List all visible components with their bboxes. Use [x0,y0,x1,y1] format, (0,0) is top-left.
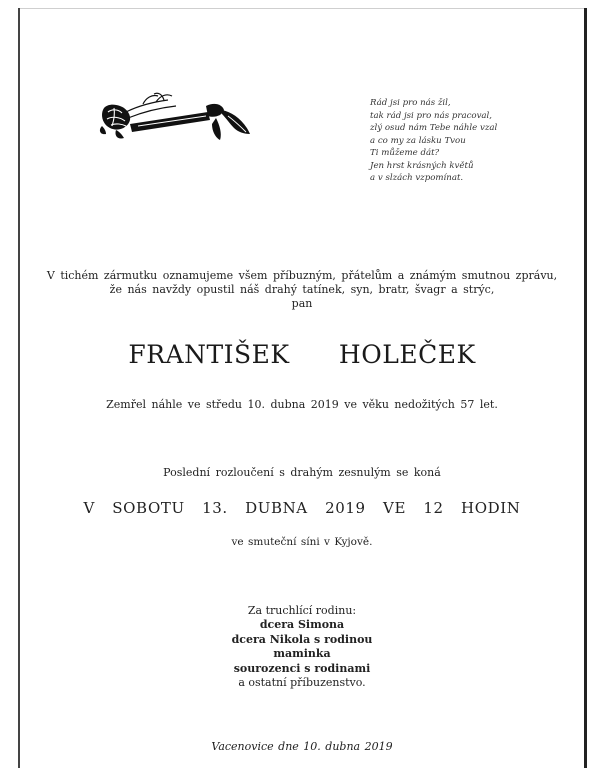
mourner-name: sourozenci s rodinami [233,661,371,675]
farewell-place: ve smuteční síni v Kyjově. [231,536,373,548]
mourners-closing: a ostatní příbuzenstvo. [238,676,366,690]
poem-line: Jen hrst krásných květů [370,160,474,171]
intro-line-2: že nás navždy opustil náš drahý tatínek, syn, bratr, švagr a strýc, [109,283,495,297]
intro-line-3: pan [291,297,313,311]
poem-line: a v slzách vzpomínat. [370,173,464,183]
place-and-date: Vacenovice dne 10. dubna 2019 [211,740,393,753]
rose-with-ribbon-icon [98,90,258,145]
announcement-intro [20,269,584,312]
poem-line: Rád jsi pro nás žil, [370,98,451,108]
farewell-datetime: V SOBOTU 13. DUBNA 2019 VE 12 HODIN [83,499,521,517]
farewell-intro: Poslední rozloučení s drahým zesnulým se koná [163,466,441,479]
memorial-poem [370,97,497,185]
poem-line: zlý osud nám Tebe náhle vzal [370,123,498,133]
mourner-name: maminka [273,647,331,661]
mourners-heading: Za truchlící rodinu: [247,604,357,617]
poem-line: a co my za lásku Tvou [370,135,466,146]
death-notice: Zemřel náhle ve středu 10. dubna 2019 ve věku nedožitých 57 let. [106,398,498,411]
deceased-name: FRANTIŠEK HOLEČEK [128,340,476,369]
page-right-border [584,8,587,768]
intro-line-1: V tichém zármutku oznamujeme všem příbuzným, přátelům a známým smutnou zprávu, [46,269,558,282]
poem-line: tak rád jsi pro nás pracoval, [370,110,493,121]
mourner-name: dcera Simona [259,618,345,632]
poem-line: Ti můžeme dát? [370,148,440,158]
mourners-list [20,604,584,690]
mourner-name: dcera Nikola s rodinou [231,632,373,646]
page-top-border [18,8,586,9]
